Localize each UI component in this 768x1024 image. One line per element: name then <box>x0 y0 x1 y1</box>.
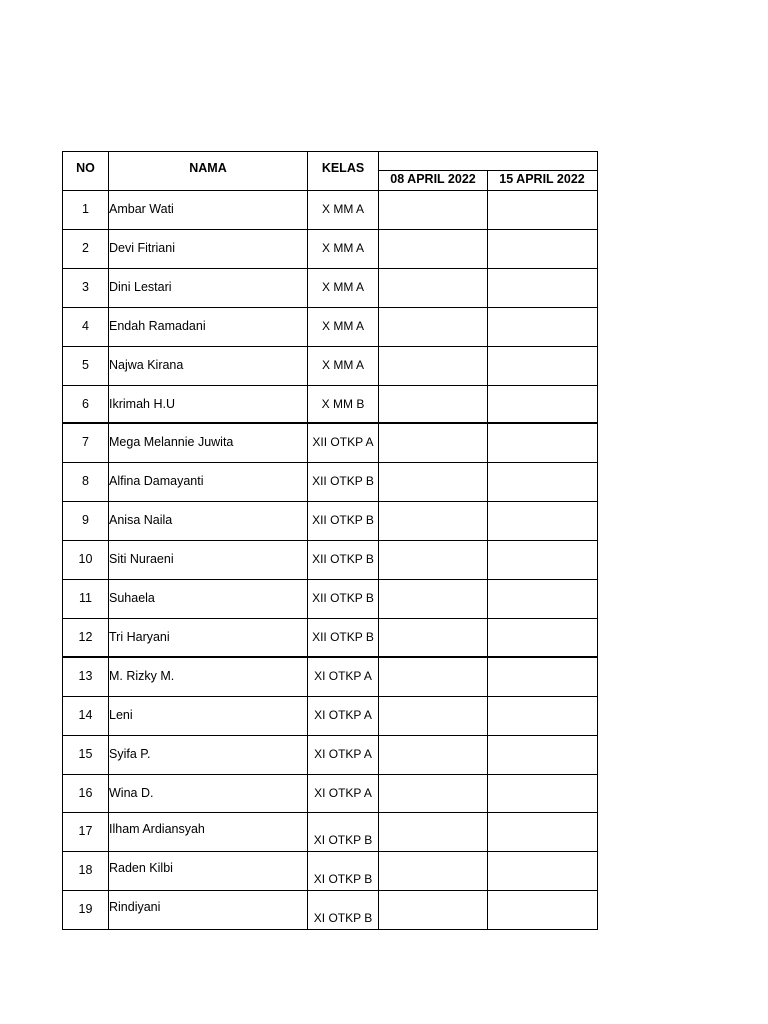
attendance-cell-date-2[interactable] <box>488 347 596 384</box>
attendance-cell-date-1[interactable] <box>379 347 487 384</box>
row-no: 3 <box>82 279 89 294</box>
row-no: 11 <box>79 591 92 605</box>
attendance-cell-date-1[interactable] <box>379 424 487 461</box>
attendance-cell-date-1[interactable] <box>379 697 487 734</box>
attendance-cell-date-2[interactable] <box>488 697 596 734</box>
row-kelas: X MM A <box>321 240 364 255</box>
row-kelas: XII OTKP B <box>312 591 374 605</box>
row-kelas: XI OTKP B <box>313 833 373 848</box>
row-kelas: XII OTKP B <box>312 474 374 489</box>
row-no: 5 <box>82 357 89 372</box>
row-kelas: X MM B <box>321 396 365 411</box>
attendance-cell-date-1[interactable] <box>379 308 487 345</box>
attendance-cell-date-2[interactable] <box>488 308 596 345</box>
row-kelas: X MM A <box>321 318 364 333</box>
attendance-cell-date-1[interactable] <box>379 813 487 850</box>
attendance-cell-date-2[interactable] <box>488 619 596 656</box>
col-border <box>108 151 109 930</box>
row-no: 1 <box>82 202 89 216</box>
row-kelas: XII OTKP A <box>312 435 374 450</box>
col-border <box>597 151 598 930</box>
attendance-cell-date-1[interactable] <box>379 580 487 617</box>
row-nama: Endah Ramadani <box>109 318 206 333</box>
row-nama: Devi Fitriani <box>109 240 175 255</box>
attendance-cell-date-1[interactable] <box>379 269 487 306</box>
table-top-border <box>62 151 378 152</box>
row-kelas: XII OTKP B <box>312 552 374 567</box>
header-date-1: 08 APRIL 2022 <box>390 172 476 186</box>
row-nama: Rindiyani <box>109 900 161 915</box>
attendance-cell-date-2[interactable] <box>488 269 596 306</box>
row-kelas: XI OTKP B <box>313 872 373 887</box>
row-nama: Dini Lestari <box>109 279 172 294</box>
row-nama: Raden Kilbi <box>109 861 173 876</box>
row-no: 17 <box>78 824 93 839</box>
row-nama: Siti Nuraeni <box>109 552 174 567</box>
row-kelas: XI OTKP A <box>314 668 372 683</box>
row-kelas: XI OTKP A <box>314 707 372 722</box>
attendance-cell-date-2[interactable] <box>488 736 596 773</box>
row-nama: Anisa Naila <box>109 513 173 528</box>
header-nama: NAMA <box>189 161 227 175</box>
attendance-cell-date-2[interactable] <box>488 191 596 228</box>
row-nama: Ambar Wati <box>109 202 174 216</box>
attendance-cell-date-2[interactable] <box>488 891 596 928</box>
row-kelas: XII OTKP B <box>312 629 374 644</box>
row-no: 13 <box>78 668 93 683</box>
header-kelas: KELAS <box>321 161 365 175</box>
row-no: 6 <box>82 396 89 411</box>
attendance-cell-date-2[interactable] <box>488 775 596 812</box>
attendance-cell-date-1[interactable] <box>379 386 487 423</box>
attendance-cell-date-2[interactable] <box>488 386 596 423</box>
col-border <box>307 151 308 930</box>
row-no: 4 <box>82 318 89 333</box>
attendance-cell-date-1[interactable] <box>379 619 487 656</box>
row-no: 7 <box>82 435 89 450</box>
row-no: 19 <box>78 902 93 917</box>
row-no: 8 <box>82 474 89 489</box>
row-kelas: X MM A <box>321 279 364 294</box>
attendance-cell-date-1[interactable] <box>379 852 487 889</box>
row-no: 18 <box>78 863 93 878</box>
row-nama: Leni <box>109 707 133 722</box>
attendance-cell-date-1[interactable] <box>379 891 487 928</box>
row-nama: Najwa Kirana <box>109 357 184 372</box>
attendance-cell-date-1[interactable] <box>379 736 487 773</box>
row-nama: Ilham Ardiansyah <box>109 822 205 837</box>
attendance-cell-date-2[interactable] <box>488 813 596 850</box>
row-nama: M. Rizky M. <box>109 668 175 683</box>
attendance-cell-date-2[interactable] <box>488 580 596 617</box>
attendance-cell-date-1[interactable] <box>379 502 487 539</box>
row-no: 2 <box>82 240 89 255</box>
row-nama: Suhaela <box>109 591 155 605</box>
row-nama: Ikrimah H.U <box>109 396 175 411</box>
row-no: 16 <box>78 785 93 800</box>
row-nama: Tri Haryani <box>109 629 170 644</box>
attendance-cell-date-1[interactable] <box>379 541 487 578</box>
date-subheader-border <box>378 170 598 171</box>
row-kelas: X MM A <box>321 202 364 216</box>
attendance-cell-date-2[interactable] <box>488 230 596 267</box>
row-border <box>62 929 598 930</box>
attendance-cell-date-1[interactable] <box>379 775 487 812</box>
attendance-cell-date-2[interactable] <box>488 424 596 461</box>
col-border <box>62 151 63 930</box>
row-kelas: XI OTKP A <box>314 785 372 800</box>
attendance-cell-date-2[interactable] <box>488 502 596 539</box>
row-kelas: X MM A <box>321 357 364 372</box>
attendance-cell-date-2[interactable] <box>488 852 596 889</box>
attendance-cell-date-1[interactable] <box>379 658 487 695</box>
row-no: 14 <box>78 707 93 722</box>
row-kelas: XI OTKP B <box>313 911 373 926</box>
attendance-cell-date-1[interactable] <box>379 230 487 267</box>
attendance-cell-date-2[interactable] <box>488 463 596 500</box>
row-no: 9 <box>82 513 89 528</box>
row-no: 15 <box>78 746 93 761</box>
row-nama: Wina D. <box>109 785 154 800</box>
row-nama: Syifa P. <box>109 746 151 761</box>
header-date-2: 15 APRIL 2022 <box>499 172 585 186</box>
attendance-cell-date-2[interactable] <box>488 541 596 578</box>
row-no: 12 <box>78 629 93 644</box>
attendance-cell-date-2[interactable] <box>488 658 596 695</box>
attendance-cell-date-1[interactable] <box>379 191 487 228</box>
row-nama: Alfina Damayanti <box>109 474 204 489</box>
row-no: 10 <box>78 552 93 567</box>
header-no: NO <box>76 161 95 175</box>
row-nama: Mega Melannie Juwita <box>109 435 234 450</box>
attendance-cell-date-1[interactable] <box>379 463 487 500</box>
date-group-top-border <box>378 151 598 152</box>
row-kelas: XII OTKP B <box>312 513 374 528</box>
row-kelas: XI OTKP A <box>314 746 372 761</box>
